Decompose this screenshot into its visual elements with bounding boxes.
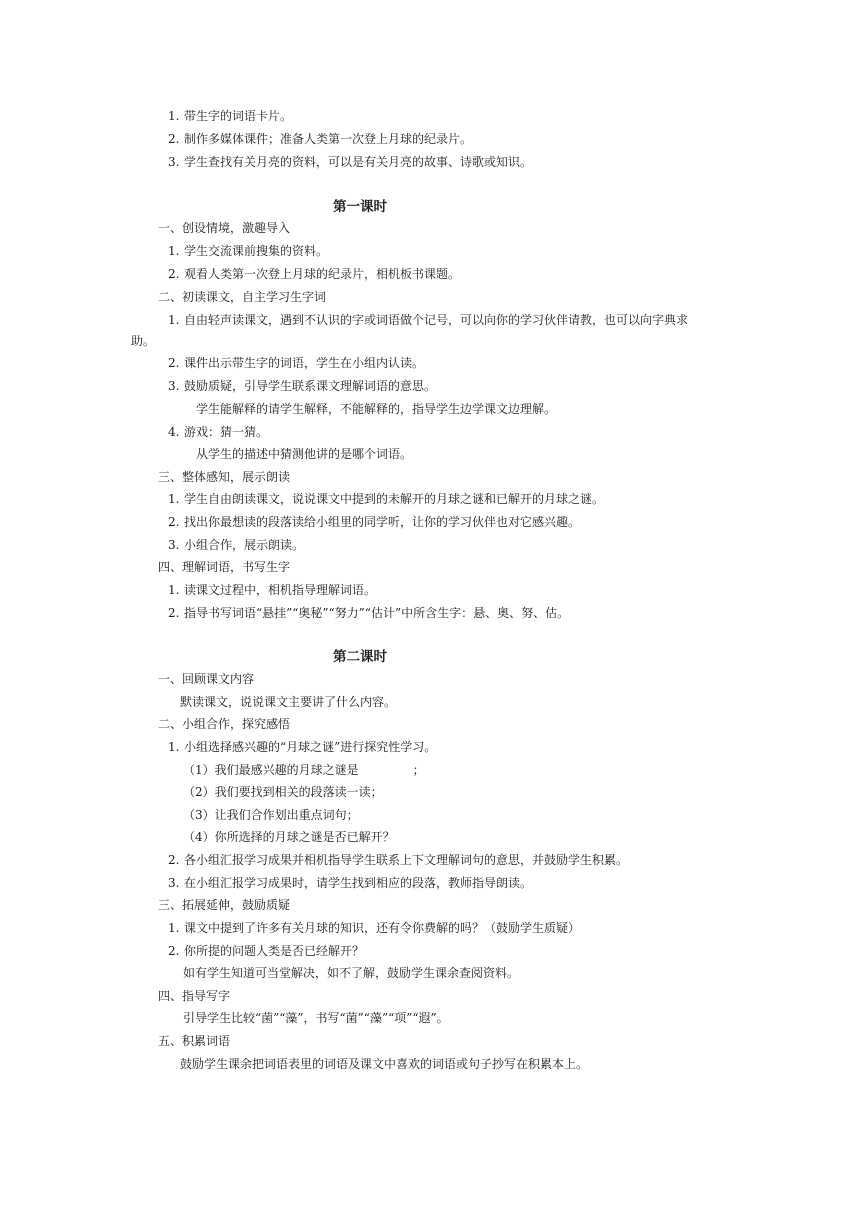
lesson2-s2-sub-1: （1）我们最感兴趣的月球之谜是 ； — [183, 763, 425, 777]
lesson1-s2-item-4: 4. 游戏：猜一猜。 — [168, 425, 269, 439]
prep-item-3: 3. 学生查找有关月亮的资料，可以是有关月亮的故事、诗歌或知识。 — [168, 155, 533, 169]
lesson1-section4-heading: 四、理解词语，书写生字 — [158, 560, 291, 574]
lesson2-s1-body: 默读课文，说说课文主要讲了什么内容。 — [180, 695, 397, 709]
lesson1-s1-item-1: 1. 学生交流课前搜集的资料。 — [168, 244, 329, 258]
lesson2-s3-item-1: 1. 课文中提到了许多有关月球的知识，还有令你费解的吗？（鼓励学生质疑） — [168, 921, 581, 935]
lesson2-title: 第二课时 — [333, 649, 387, 665]
lesson2-s2-sub-2: （2）我们要找到相关的段落读一读； — [183, 785, 383, 799]
lesson1-s2-item-3-note: 学生能解释的请学生解释，不能解释的，指导学生边学课文边理解。 — [196, 402, 557, 416]
lesson1-s2-item-1-cont: 助。 — [131, 334, 156, 348]
lesson2-s3-item-2: 2. 你所提的问题人类是否已经解开？ — [168, 944, 365, 958]
prep-item-1: 1. 带生字的词语卡片。 — [168, 109, 293, 123]
lesson2-s2-item-1: 1. 小组选择感兴趣的“月球之谜”进行探究性学习。 — [168, 740, 437, 754]
lesson1-s2-item-1: 1. 自由轻声读课文，遇到不认识的字或词语做个记号，可以向你的学习伙伴请教，也可以向字典求 — [168, 313, 689, 327]
lesson1-s2-item-2: 2. 课件出示带生字的词语，学生在小组内认读。 — [168, 356, 425, 370]
lesson1-s2-item-3: 3. 鼓励质疑，引导学生联系课文理解词语的意思。 — [168, 379, 437, 393]
lesson1-s3-item-3: 3. 小组合作，展示朗读。 — [168, 538, 305, 552]
lesson2-s2-item-3: 3. 在小组汇报学习成果时，请学生找到相应的段落，教师指导朗读。 — [168, 876, 533, 890]
lesson2-s2-item-2: 2. 各小组汇报学习成果并相机指导学生联系上下文理解词句的意思，并鼓励学生积累。 — [168, 853, 629, 867]
lesson1-s2-item-4-note: 从学生的描述中猜测他讲的是哪个词语。 — [196, 447, 413, 461]
lesson2-section1-heading: 一、回顾课文内容 — [158, 672, 255, 686]
lesson2-section3-heading: 三、拓展延伸，鼓励质疑 — [158, 898, 291, 912]
lesson1-section2-heading: 二、初读课文，自主学习生字词 — [158, 290, 327, 304]
lesson2-s2-sub-3: （3）让我们合作划出重点词句； — [183, 808, 359, 822]
lesson2-section4-heading: 四、指导写字 — [158, 989, 231, 1003]
lesson1-s4-item-1: 1. 读课文过程中，相机指导理解词语。 — [168, 583, 377, 597]
lesson1-section1-heading: 一、创设情境，激趣导入 — [158, 221, 291, 235]
lesson1-section3-heading: 三、整体感知，展示朗读 — [158, 470, 291, 484]
lesson2-s2-sub-4: （4）你所选择的月球之谜是否已解开？ — [183, 830, 395, 844]
lesson2-section2-heading: 二、小组合作，探究感悟 — [158, 717, 291, 731]
lesson1-title: 第一课时 — [333, 199, 387, 215]
lesson1-s3-item-1: 1. 学生自由朗读课文，说说课文中提到的未解开的月球之谜和已解开的月球之谜。 — [168, 492, 605, 506]
lesson1-s1-item-2: 2. 观看人类第一次登上月球的纪录片，相机板书课题。 — [168, 267, 461, 281]
lesson1-s3-item-2: 2. 找出你最想读的段落读给小组里的同学听，让你的学习伙伴也对它感兴趣。 — [168, 515, 581, 529]
lesson2-s3-body: 如有学生知道可当堂解决，如不了解，鼓励学生课余查阅资料。 — [183, 966, 520, 980]
prep-item-2: 2. 制作多媒体课件；准备人类第一次登上月球的纪录片。 — [168, 132, 473, 146]
lesson2-s5-body: 鼓励学生课余把词语表里的词语及课文中喜欢的词语或句子抄写在积累本上。 — [180, 1057, 589, 1071]
lesson1-s4-item-2: 2. 指导书写词语“悬挂”“奥秘”“努力”“估计”中所含生字：悬、奥、努、估。 — [168, 606, 570, 620]
lesson2-s4-body: 引导学生比较“菌”“藻”，书写“菌”“藻”“项”“遐”。 — [183, 1011, 449, 1025]
lesson2-section5-heading: 五、积累词语 — [158, 1034, 231, 1048]
